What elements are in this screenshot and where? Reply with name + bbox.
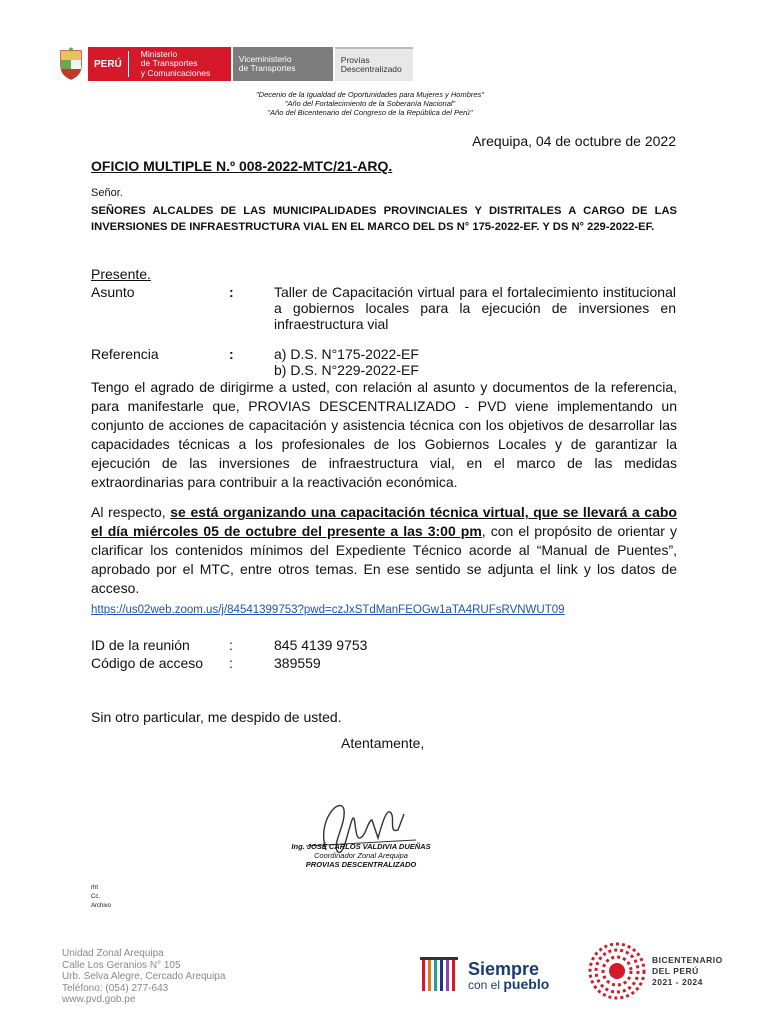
document-title: OFICIO MULTIPLE N.º 008-2022-MTC/21-ARQ. <box>91 158 393 174</box>
header-logo-bar <box>58 47 413 81</box>
signer-org: PROVIAS DESCENTRALIZADO <box>305 860 417 869</box>
signer-name: Ing. JOSÉ CARLOS VALDIVIA DUEÑAS <box>291 842 431 851</box>
meeting-id-value: 845 4139 9753 <box>274 637 368 653</box>
asunto-label: Asunto <box>91 284 135 300</box>
access-code-colon: : <box>229 655 233 671</box>
body-paragraph-1: Tengo el agrado de dirigirme a usted, con relación al asunto y documentos de la referencia, para manifestarle que, PROVIAS DESCENTRALIZADO - PVD viene implementando un conjunto de acciones de capacitación y asistencia técnica con los objetivos de desarrollar las capacidades técnicas a los profesionales de los Gobiernos Locales y de garantizar la ejecución de las inversiones de infraestructura vial, en el marco de las medidas extraordinarias para contribuir a la reactivación económica. <box>91 379 677 490</box>
bicentenario-logo: BICENTENARIO DEL PERÚ 2021 - 2024 <box>588 942 723 1000</box>
meeting-id-label: ID de la reunión <box>91 637 190 653</box>
peru-label: PERÚ <box>88 47 135 81</box>
siempre-logo-icon <box>420 955 464 995</box>
distribution-notes: rht Cc. Archivo <box>91 885 112 909</box>
referencia-label: Referencia <box>91 346 159 362</box>
list-item: b) D.S. N°229-2022-EF <box>274 362 419 378</box>
closing-line: Sin otro particular, me despido de usted. <box>91 709 342 725</box>
asunto-colon: : <box>229 284 234 300</box>
provias-label: Provías Descentralizado <box>335 47 413 81</box>
presente-label: Presente. <box>91 266 151 282</box>
footer-address: Unidad Zonal Arequipa Calle Los Geranios N° 105 Urb. Selva Alegre, Cercado Arequipa Teléfono: (054) 277-643 www.pvd.gob.pe <box>62 948 226 1005</box>
siempre-con-el-pueblo-logo: Siempre con el pueblo <box>420 952 549 998</box>
viceministry-label: Viceministerio de Transportes <box>233 47 333 81</box>
list-item: a) D.S. N°175-2022-EF <box>274 346 419 362</box>
access-code-label: Código de acceso <box>91 655 204 671</box>
document-date: Arequipa, 04 de octubre de 2022 <box>472 133 676 149</box>
official-mottos: "Decenio de la Igualdad de Oportunidades para Mujeres y Hombres" "Año del Fortalecimiento de la Soberanía Nacional" "Año del Bicentenario del Congreso de la República del Perú" <box>256 90 484 117</box>
addressee: SEÑORES ALCALDES DE LAS MUNICIPALIDADES PROVINCIALES Y DISTRITALES A CARGO DE LAS INVERSIONES DE INFRAESTRUCTURA VIAL EN EL MARCO DEL DS N° 175-2022-EF. Y DS N° 229-2022-EF. <box>91 205 677 233</box>
referencia-list <box>274 346 419 378</box>
signer-role: Coordinador Zonal Arequipa <box>314 851 408 860</box>
divider <box>128 51 129 77</box>
access-code-value: 389559 <box>274 655 321 671</box>
meeting-id-colon: : <box>229 637 233 653</box>
peru-coat-of-arms-icon <box>58 47 84 81</box>
ministry-label: Ministerio de Transportes y Comunicaciones <box>135 47 231 81</box>
atentamente: Atentamente, <box>341 735 425 751</box>
asunto-value: Taller de Capacitación virtual para el fortalecimiento institucional a gobiernos locales para la ejecución de inversiones en infraestructura vial <box>274 284 676 332</box>
salutation: Señor. <box>91 187 123 199</box>
signature-block <box>286 842 436 869</box>
zoom-meeting-link[interactable]: https://us02web.zoom.us/j/84541399753?pwd=czJxSTdManFEOGw1aTA4RUFsRVNWUT09 <box>91 604 565 616</box>
body-paragraph-2: Al respecto, se está organizando una capacitación técnica virtual, que se llevará a cabo el día miércoles 05 de octubre del presente a las 3:00 pm, con el propósito de orientar y clarificar los contenidos mínimos del Expediente Técnico acorde al “Manual de Puentes”, aprobado por el MTC, entre otros temas. En ese sentido se adjunta el link y los datos de acceso. <box>91 504 677 596</box>
bicentenario-sun-icon <box>588 942 646 1000</box>
referencia-colon: : <box>229 346 234 362</box>
